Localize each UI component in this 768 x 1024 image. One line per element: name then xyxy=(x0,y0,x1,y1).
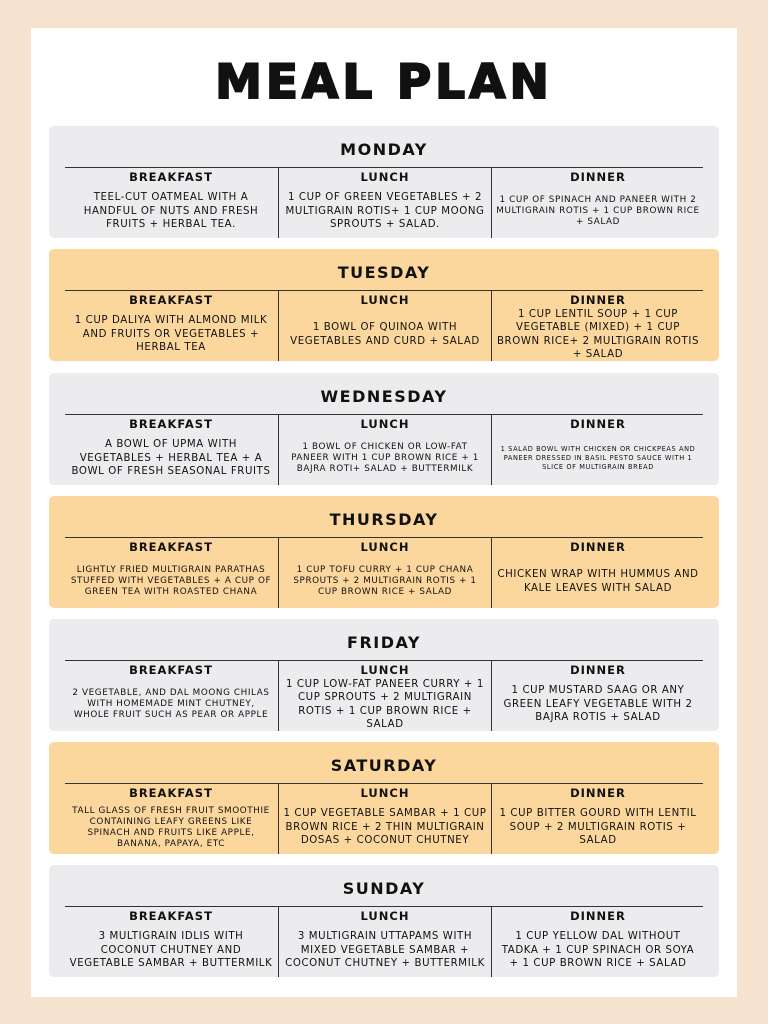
day-card-monday xyxy=(49,126,719,238)
column-heading-dinner: DINNER xyxy=(570,170,626,184)
column-heading-breakfast: BREAKFAST xyxy=(129,786,213,800)
lunch-text: 1 BOWL OF CHICKEN OR LOW-FAT PANEER WITH 1 CUP BROWN RICE + 1 BAJRA ROTI+ SALAD + BUTTERMILK xyxy=(291,442,479,474)
column-heading-dinner: DINNER xyxy=(570,293,626,307)
dinner-text: CHICKEN WRAP WITH HUMMUS AND KALE LEAVES WITH SALAD xyxy=(497,569,699,594)
breakfast-text: LIGHTLY FRIED MULTIGRAIN PARATHAS STUFFED WITH VEGETABLES + A CUP OF GREEN TEA WITH ROASTED CHANA xyxy=(70,565,272,597)
breakfast-cell xyxy=(65,537,277,608)
day-heading: SUNDAY xyxy=(342,879,426,898)
lunch-cell xyxy=(278,783,491,854)
dinner-cell xyxy=(491,414,704,485)
day-heading: SATURDAY xyxy=(330,756,438,775)
day-heading: FRIDAY xyxy=(347,633,421,652)
column-heading-dinner: DINNER xyxy=(570,663,626,677)
lunch-cell xyxy=(278,660,491,731)
day-heading: MONDAY xyxy=(340,140,428,159)
dinner-cell xyxy=(491,167,704,238)
day-heading: WEDNESDAY xyxy=(320,387,448,406)
column-heading-dinner: DINNER xyxy=(570,786,626,800)
column-heading-breakfast: BREAKFAST xyxy=(129,540,213,554)
dinner-text: 1 CUP MUSTARD SAAG OR ANY GREEN LEAFY VEGETABLE WITH 2 BAJRA ROTIS + SALAD xyxy=(503,685,693,724)
breakfast-text: A BOWL OF UPMA WITH VEGETABLES + HERBAL TEA + A BOWL OF FRESH SEASONAL FRUITS xyxy=(71,439,271,478)
day-card-sunday xyxy=(49,865,719,977)
day-card-tuesday xyxy=(49,249,719,361)
dinner-cell xyxy=(491,290,704,361)
lunch-cell xyxy=(278,906,491,977)
page-title: MEAL PLAN xyxy=(215,55,553,110)
column-heading-breakfast: BREAKFAST xyxy=(129,170,213,184)
breakfast-cell xyxy=(65,783,277,854)
lunch-text: 1 CUP OF GREEN VEGETABLES + 2 MULTIGRAIN ROTIS+ 1 CUP MOONG SPROUTS + SALAD. xyxy=(285,192,485,231)
column-heading-dinner: DINNER xyxy=(570,909,626,923)
dinner-text: 1 CUP OF SPINACH AND PANEER WITH 2 MULTIGRAIN ROTIS + 1 CUP BROWN RICE + SALAD xyxy=(496,195,700,227)
lunch-cell xyxy=(278,167,491,238)
lunch-cell xyxy=(278,414,491,485)
breakfast-cell xyxy=(65,660,277,731)
lunch-text: 3 MULTIGRAIN UTTAPAMS WITH MIXED VEGETABLE SAMBAR + COCONUT CHUTNEY + BUTTERMILK xyxy=(285,931,485,970)
day-card-thursday xyxy=(49,496,719,608)
day-heading: TUESDAY xyxy=(337,263,431,282)
dinner-text: 1 SALAD BOWL WITH CHICKEN OR CHICKPEAS AND PANEER DRESSED IN BASIL PESTO SAUCE WITH 1 SLICE OF MULTIGRAIN BREAD xyxy=(500,445,696,471)
lunch-text: 1 CUP LOW-FAT PANEER CURRY + 1 CUP SPROUTS + 2 MULTIGRAIN ROTIS + 1 CUP BROWN RICE + SALAD xyxy=(286,678,484,730)
column-heading-lunch: LUNCH xyxy=(360,786,410,800)
breakfast-cell xyxy=(65,290,277,361)
day-heading: THURSDAY xyxy=(329,510,439,529)
column-heading-lunch: LUNCH xyxy=(360,540,410,554)
column-heading-breakfast: BREAKFAST xyxy=(129,293,213,307)
breakfast-text: 1 CUP DALIYA WITH ALMOND MILK AND FRUITS OR VEGETABLES + HERBAL TEA xyxy=(74,315,268,354)
column-heading-breakfast: BREAKFAST xyxy=(129,663,213,677)
day-card-friday xyxy=(49,619,719,731)
column-heading-lunch: LUNCH xyxy=(360,909,410,923)
column-heading-dinner: DINNER xyxy=(570,417,626,431)
dinner-text: 1 CUP LENTIL SOUP + 1 CUP VEGETABLE (MIXED) + 1 CUP BROWN RICE+ 2 MULTIGRAIN ROTIS + SALAD xyxy=(496,308,700,360)
column-heading-lunch: LUNCH xyxy=(360,293,410,307)
breakfast-cell xyxy=(65,906,277,977)
column-heading-lunch: LUNCH xyxy=(360,170,410,184)
dinner-text: 1 CUP BITTER GOURD WITH LENTIL SOUP + 2 MULTIGRAIN ROTIS + SALAD xyxy=(499,808,697,847)
breakfast-text: TALL GLASS OF FRESH FRUIT SMOOTHIE CONTAINING LEAFY GREENS LIKE SPINACH AND FRUITS LIKE APPLE, BANANA, PAPAYA, ETC xyxy=(72,805,270,849)
breakfast-text: TEEL-CUT OATMEAL WITH A HANDFUL OF NUTS AND FRESH FRUITS + HERBAL TEA. xyxy=(83,192,259,231)
day-card-saturday xyxy=(49,742,719,854)
breakfast-text: 3 MULTIGRAIN IDLIS WITH COCONUT CHUTNEY AND VEGETABLE SAMBAR + BUTTERMILK xyxy=(69,931,273,970)
breakfast-cell xyxy=(65,414,277,485)
lunch-text: 1 CUP TOFU CURRY + 1 CUP CHANA SPROUTS + 2 MULTIGRAIN ROTIS + 1 CUP BROWN RICE + SALAD xyxy=(293,565,477,597)
lunch-cell xyxy=(278,290,491,361)
lunch-text: 1 BOWL OF QUINOA WITH VEGETABLES AND CURD + SALAD xyxy=(290,322,480,347)
lunch-cell xyxy=(278,537,491,608)
dinner-cell xyxy=(491,660,704,731)
column-heading-breakfast: BREAKFAST xyxy=(129,417,213,431)
dinner-cell xyxy=(491,537,704,608)
dinner-cell xyxy=(491,906,704,977)
dinner-text: 1 CUP YELLOW DAL WITHOUT TADKA + 1 CUP SPINACH OR SOYA + 1 CUP BROWN RICE + SALAD xyxy=(501,931,695,970)
breakfast-cell xyxy=(65,167,277,238)
column-heading-lunch: LUNCH xyxy=(360,663,410,677)
column-heading-lunch: LUNCH xyxy=(360,417,410,431)
column-heading-dinner: DINNER xyxy=(570,540,626,554)
dinner-cell xyxy=(491,783,704,854)
meal-plan-page xyxy=(31,28,737,997)
breakfast-text: 2 VEGETABLE, AND DAL MOONG CHILAS WITH HOMEMADE MINT CHUTNEY, WHOLE FRUIT SUCH AS PEAR OR APPLE xyxy=(72,688,270,720)
lunch-text: 1 CUP VEGETABLE SAMBAR + 1 CUP BROWN RICE + 2 THIN MULTIGRAIN DOSAS + COCONUT CHUTNEY xyxy=(283,808,487,847)
column-heading-breakfast: BREAKFAST xyxy=(129,909,213,923)
day-card-wednesday xyxy=(49,373,719,485)
